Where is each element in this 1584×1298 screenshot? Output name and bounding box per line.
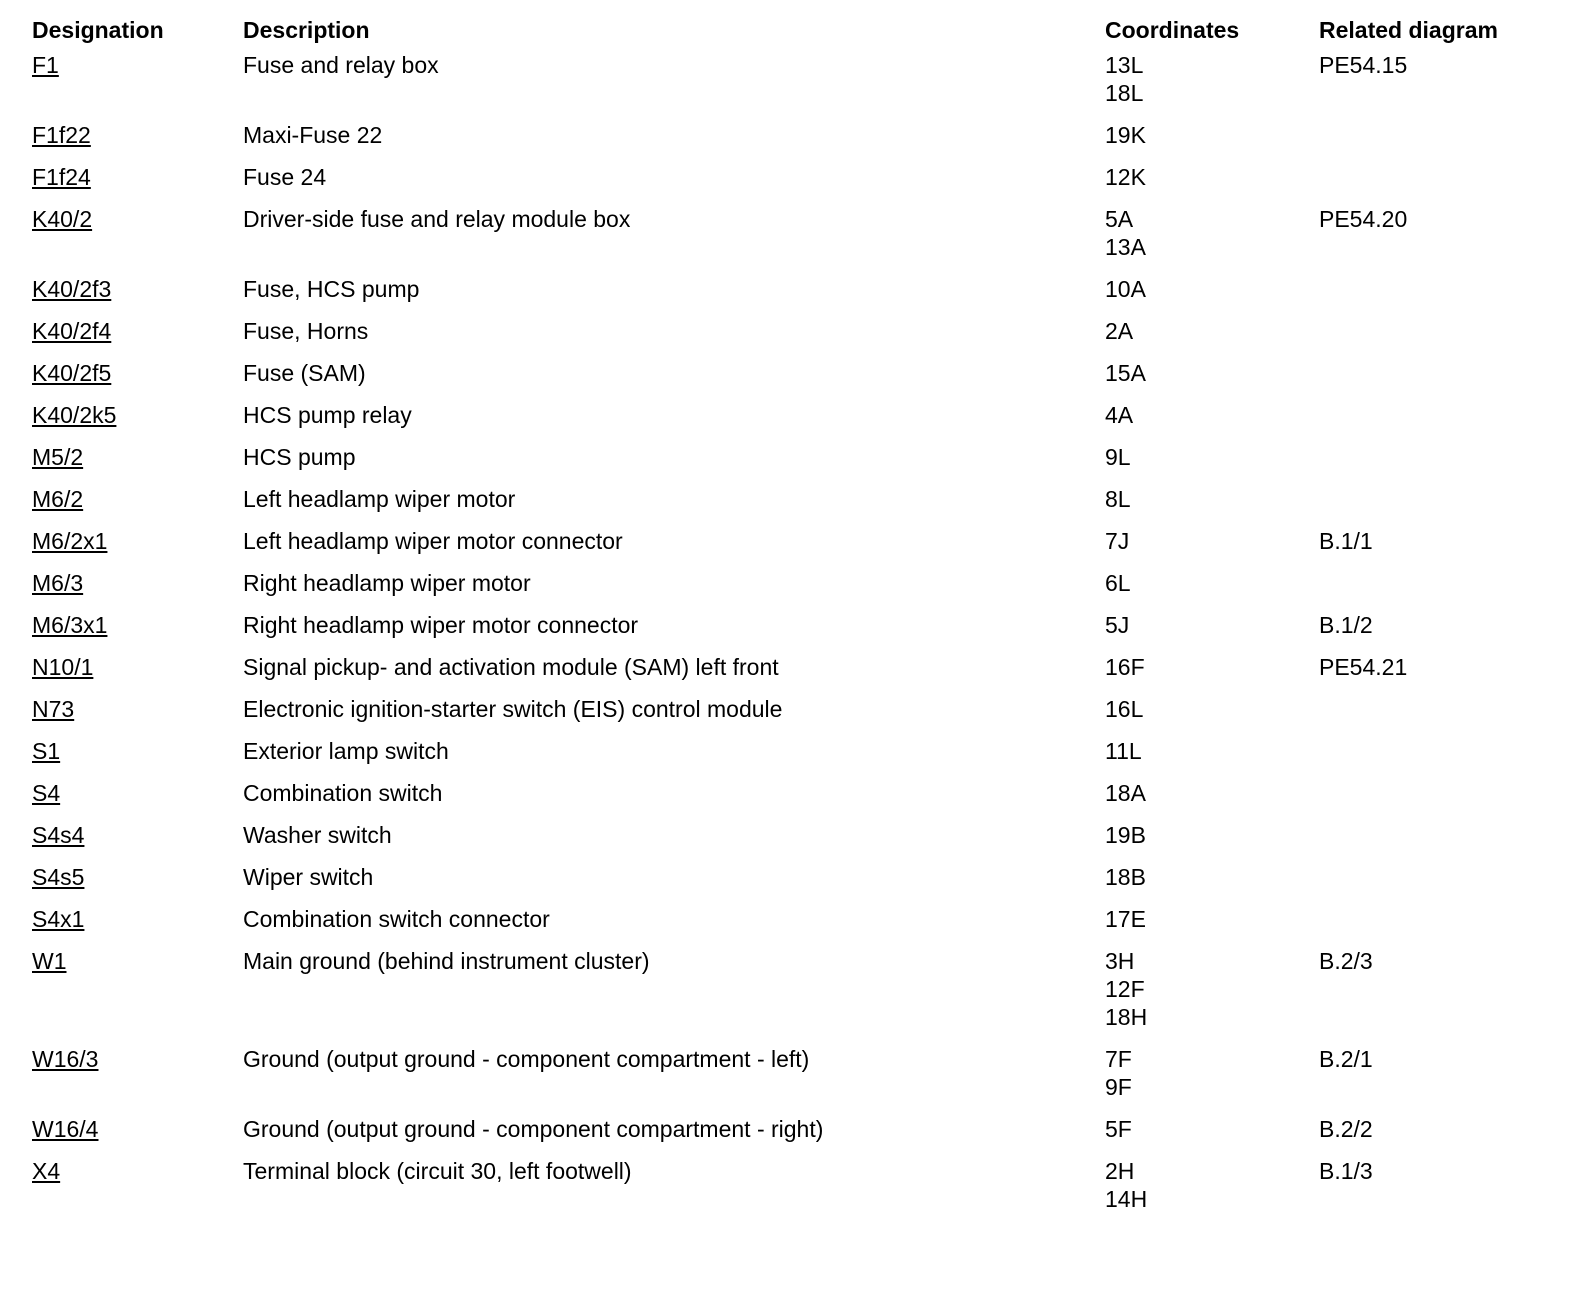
description-cell: Left headlamp wiper motor <box>243 486 516 512</box>
table-row <box>22 114 1562 156</box>
related-diagram-cell <box>1309 114 1562 156</box>
designation-cell <box>22 562 233 604</box>
coordinates-cell <box>1095 898 1309 940</box>
coordinate-value: 12F <box>1105 976 1145 1002</box>
table-row <box>22 772 1562 814</box>
designation-link[interactable]: M6/2 <box>32 486 84 512</box>
header-row <box>22 12 1562 44</box>
designation-cell <box>22 44 233 114</box>
description-cell: Fuse, HCS pump <box>243 276 420 302</box>
coordinates-cell <box>1095 1108 1309 1150</box>
designation-link[interactable]: W1 <box>32 948 67 974</box>
description-cell: Fuse 24 <box>243 164 327 190</box>
designation-header: Designation <box>32 17 164 43</box>
table-row <box>22 940 1562 1038</box>
coordinates-cell <box>1095 114 1309 156</box>
table-row <box>22 856 1562 898</box>
coordinate-value: 8L <box>1105 486 1131 512</box>
coordinates-cell <box>1095 44 1309 114</box>
designation-cell <box>22 352 233 394</box>
related-diagram-cell <box>1309 562 1562 604</box>
coordinates-cell <box>1095 478 1309 520</box>
coordinates-cell <box>1095 646 1309 688</box>
designation-cell <box>22 1150 233 1220</box>
designation-cell <box>22 940 233 1038</box>
coordinate-value: 17E <box>1105 906 1146 932</box>
designation-cell <box>22 310 233 352</box>
table-row <box>22 520 1562 562</box>
related-diagram-cell <box>1309 352 1562 394</box>
designation-link[interactable]: S1 <box>32 738 61 764</box>
description-cell: Combination switch connector <box>243 906 550 932</box>
description-cell: Maxi-Fuse 22 <box>243 122 383 148</box>
description-cell: Right headlamp wiper motor connector <box>243 612 639 638</box>
coordinates-cell <box>1095 730 1309 772</box>
coordinates-cell <box>1095 436 1309 478</box>
related-diagram-cell: B.2/1 <box>1319 1046 1373 1072</box>
table-row <box>22 436 1562 478</box>
designation-cell <box>22 856 233 898</box>
related-diagram-cell <box>1309 436 1562 478</box>
table-row <box>22 156 1562 198</box>
coordinate-value: 13A <box>1105 234 1146 260</box>
designation-link[interactable]: F1f22 <box>32 122 91 148</box>
legend-body <box>22 44 1562 1220</box>
description-cell: Washer switch <box>243 822 392 848</box>
designation-cell <box>22 688 233 730</box>
designation-cell <box>22 646 233 688</box>
coordinate-value: 12K <box>1105 164 1146 190</box>
designation-cell <box>22 1038 233 1108</box>
related-diagram-cell: B.2/3 <box>1319 948 1373 974</box>
table-row <box>22 646 1562 688</box>
table-row <box>22 688 1562 730</box>
related-diagram-cell: PE54.20 <box>1319 206 1408 232</box>
coordinates-cell <box>1095 1038 1309 1108</box>
coordinate-value: 7F <box>1105 1046 1132 1072</box>
coordinate-value: 18L <box>1105 80 1144 106</box>
coordinate-value: 15A <box>1105 360 1146 386</box>
related-diagram-cell <box>1309 898 1562 940</box>
coordinate-value: 18H <box>1105 1004 1148 1030</box>
coordinates-cell <box>1095 814 1309 856</box>
coordinate-value: 18B <box>1105 864 1146 890</box>
designation-cell <box>22 156 233 198</box>
designation-link[interactable]: K40/2f3 <box>32 276 112 302</box>
description-header: Description <box>243 17 370 43</box>
coordinate-value: 5J <box>1105 612 1130 638</box>
designation-cell <box>22 394 233 436</box>
designation-link[interactable]: K40/2k5 <box>32 402 117 428</box>
table-row <box>22 198 1562 268</box>
coordinate-value: 2H <box>1105 1158 1135 1184</box>
description-cell: Combination switch <box>243 780 443 806</box>
description-cell: Right headlamp wiper motor <box>243 570 531 596</box>
related-diagram-cell <box>1309 478 1562 520</box>
coordinates-cell <box>1095 156 1309 198</box>
coordinates-cell <box>1095 310 1309 352</box>
designation-cell <box>22 114 233 156</box>
description-cell: Main ground (behind instrument cluster) <box>243 948 650 974</box>
coordinates-cell <box>1095 772 1309 814</box>
description-cell: Electronic ignition-starter switch (EIS) control module <box>243 696 783 722</box>
designation-link[interactable]: X4 <box>32 1158 61 1184</box>
table-row <box>22 268 1562 310</box>
designation-link[interactable]: K40/2f5 <box>32 360 112 386</box>
coordinate-value: 5A <box>1105 206 1134 232</box>
table-row <box>22 1038 1562 1108</box>
related-diagram-header: Related diagram <box>1319 17 1498 43</box>
coordinate-value: 3H <box>1105 948 1135 974</box>
coordinates-cell <box>1095 394 1309 436</box>
description-cell: Left headlamp wiper motor connector <box>243 528 623 554</box>
coordinate-value: 5F <box>1105 1116 1132 1142</box>
coordinate-value: 4A <box>1105 402 1134 428</box>
description-cell: HCS pump <box>243 444 356 470</box>
related-diagram-cell <box>1309 688 1562 730</box>
designation-link[interactable]: S4 <box>32 780 61 806</box>
table-row <box>22 814 1562 856</box>
designation-cell <box>22 814 233 856</box>
related-diagram-cell: B.2/2 <box>1319 1116 1373 1142</box>
description-cell: Terminal block (circuit 30, left footwell) <box>243 1158 632 1184</box>
coordinates-cell <box>1095 688 1309 730</box>
designation-link[interactable]: F1 <box>32 52 59 78</box>
designation-cell <box>22 1108 233 1150</box>
coordinate-value: 19B <box>1105 822 1146 848</box>
designation-cell <box>22 198 233 268</box>
designation-link[interactable]: W16/3 <box>32 1046 99 1072</box>
legend-header <box>22 12 1562 44</box>
coordinates-cell <box>1095 940 1309 1038</box>
designation-link[interactable]: F1f24 <box>32 164 91 190</box>
description-cell: HCS pump relay <box>243 402 412 428</box>
coordinates-cell <box>1095 352 1309 394</box>
coordinate-value: 9L <box>1105 444 1131 470</box>
designation-link[interactable]: M6/2x1 <box>32 528 108 554</box>
coordinates-cell <box>1095 856 1309 898</box>
table-row <box>22 44 1562 114</box>
coordinate-value: 7J <box>1105 528 1130 554</box>
designation-link[interactable]: M6/3 <box>32 570 84 596</box>
designation-link[interactable]: S4s5 <box>32 864 85 890</box>
coordinate-value: 10A <box>1105 276 1146 302</box>
designation-cell <box>22 604 233 646</box>
designation-link[interactable]: K40/2f4 <box>32 318 112 344</box>
coordinate-value: 11L <box>1105 738 1142 764</box>
designation-cell <box>22 436 233 478</box>
related-diagram-cell: B.1/3 <box>1319 1158 1373 1184</box>
table-row <box>22 730 1562 772</box>
coordinates-header: Coordinates <box>1105 17 1240 43</box>
description-cell: Wiper switch <box>243 864 374 890</box>
related-diagram-cell <box>1309 268 1562 310</box>
description-cell: Signal pickup- and activation module (SAM) left front <box>243 654 779 680</box>
related-diagram-cell <box>1309 772 1562 814</box>
table-row <box>22 898 1562 940</box>
designation-link[interactable]: N10/1 <box>32 654 94 680</box>
coordinates-cell <box>1095 520 1309 562</box>
component-legend-table <box>22 12 1562 1220</box>
table-row <box>22 394 1562 436</box>
designation-link[interactable]: S4x1 <box>32 906 85 932</box>
related-diagram-cell <box>1309 730 1562 772</box>
related-diagram-cell <box>1309 856 1562 898</box>
related-diagram-cell: B.1/1 <box>1319 528 1373 554</box>
table-row <box>22 604 1562 646</box>
coordinate-value: 16F <box>1105 654 1145 680</box>
coordinate-value: 13L <box>1105 52 1144 78</box>
table-row <box>22 1108 1562 1150</box>
designation-cell <box>22 730 233 772</box>
description-cell: Driver-side fuse and relay module box <box>243 206 631 232</box>
coordinate-value: 2A <box>1105 318 1134 344</box>
table-row <box>22 352 1562 394</box>
table-row <box>22 562 1562 604</box>
related-diagram-cell: B.1/2 <box>1319 612 1373 638</box>
related-diagram-cell <box>1309 156 1562 198</box>
designation-cell <box>22 898 233 940</box>
related-diagram-cell <box>1309 394 1562 436</box>
coordinates-cell <box>1095 1150 1309 1220</box>
coordinates-cell <box>1095 604 1309 646</box>
description-cell: Fuse and relay box <box>243 52 439 78</box>
coordinate-value: 19K <box>1105 122 1146 148</box>
related-diagram-cell: PE54.15 <box>1319 52 1408 78</box>
designation-cell <box>22 520 233 562</box>
coordinate-value: 18A <box>1105 780 1146 806</box>
designation-cell <box>22 268 233 310</box>
description-cell: Fuse, Horns <box>243 318 369 344</box>
designation-link[interactable]: N73 <box>32 696 75 722</box>
related-diagram-cell: PE54.21 <box>1319 654 1408 680</box>
coordinate-value: 9F <box>1105 1074 1132 1100</box>
coordinate-value: 6L <box>1105 570 1131 596</box>
coordinate-value: 16L <box>1105 696 1144 722</box>
designation-link[interactable]: S4s4 <box>32 822 85 848</box>
designation-link[interactable]: K40/2 <box>32 206 93 232</box>
description-cell: Fuse (SAM) <box>243 360 366 386</box>
coordinates-cell <box>1095 562 1309 604</box>
coordinates-cell <box>1095 268 1309 310</box>
designation-link[interactable]: M5/2 <box>32 444 84 470</box>
designation-link[interactable]: M6/3x1 <box>32 612 108 638</box>
designation-cell <box>22 478 233 520</box>
table-row <box>22 1150 1562 1220</box>
description-cell: Exterior lamp switch <box>243 738 449 764</box>
designation-link[interactable]: W16/4 <box>32 1116 99 1142</box>
table-row <box>22 310 1562 352</box>
table-row <box>22 478 1562 520</box>
description-cell: Ground (output ground - component compartment - right) <box>243 1116 824 1142</box>
designation-cell <box>22 772 233 814</box>
coordinate-value: 14H <box>1105 1186 1148 1212</box>
coordinates-cell <box>1095 198 1309 268</box>
description-cell: Ground (output ground - component compartment - left) <box>243 1046 810 1072</box>
related-diagram-cell <box>1309 310 1562 352</box>
related-diagram-cell <box>1309 814 1562 856</box>
